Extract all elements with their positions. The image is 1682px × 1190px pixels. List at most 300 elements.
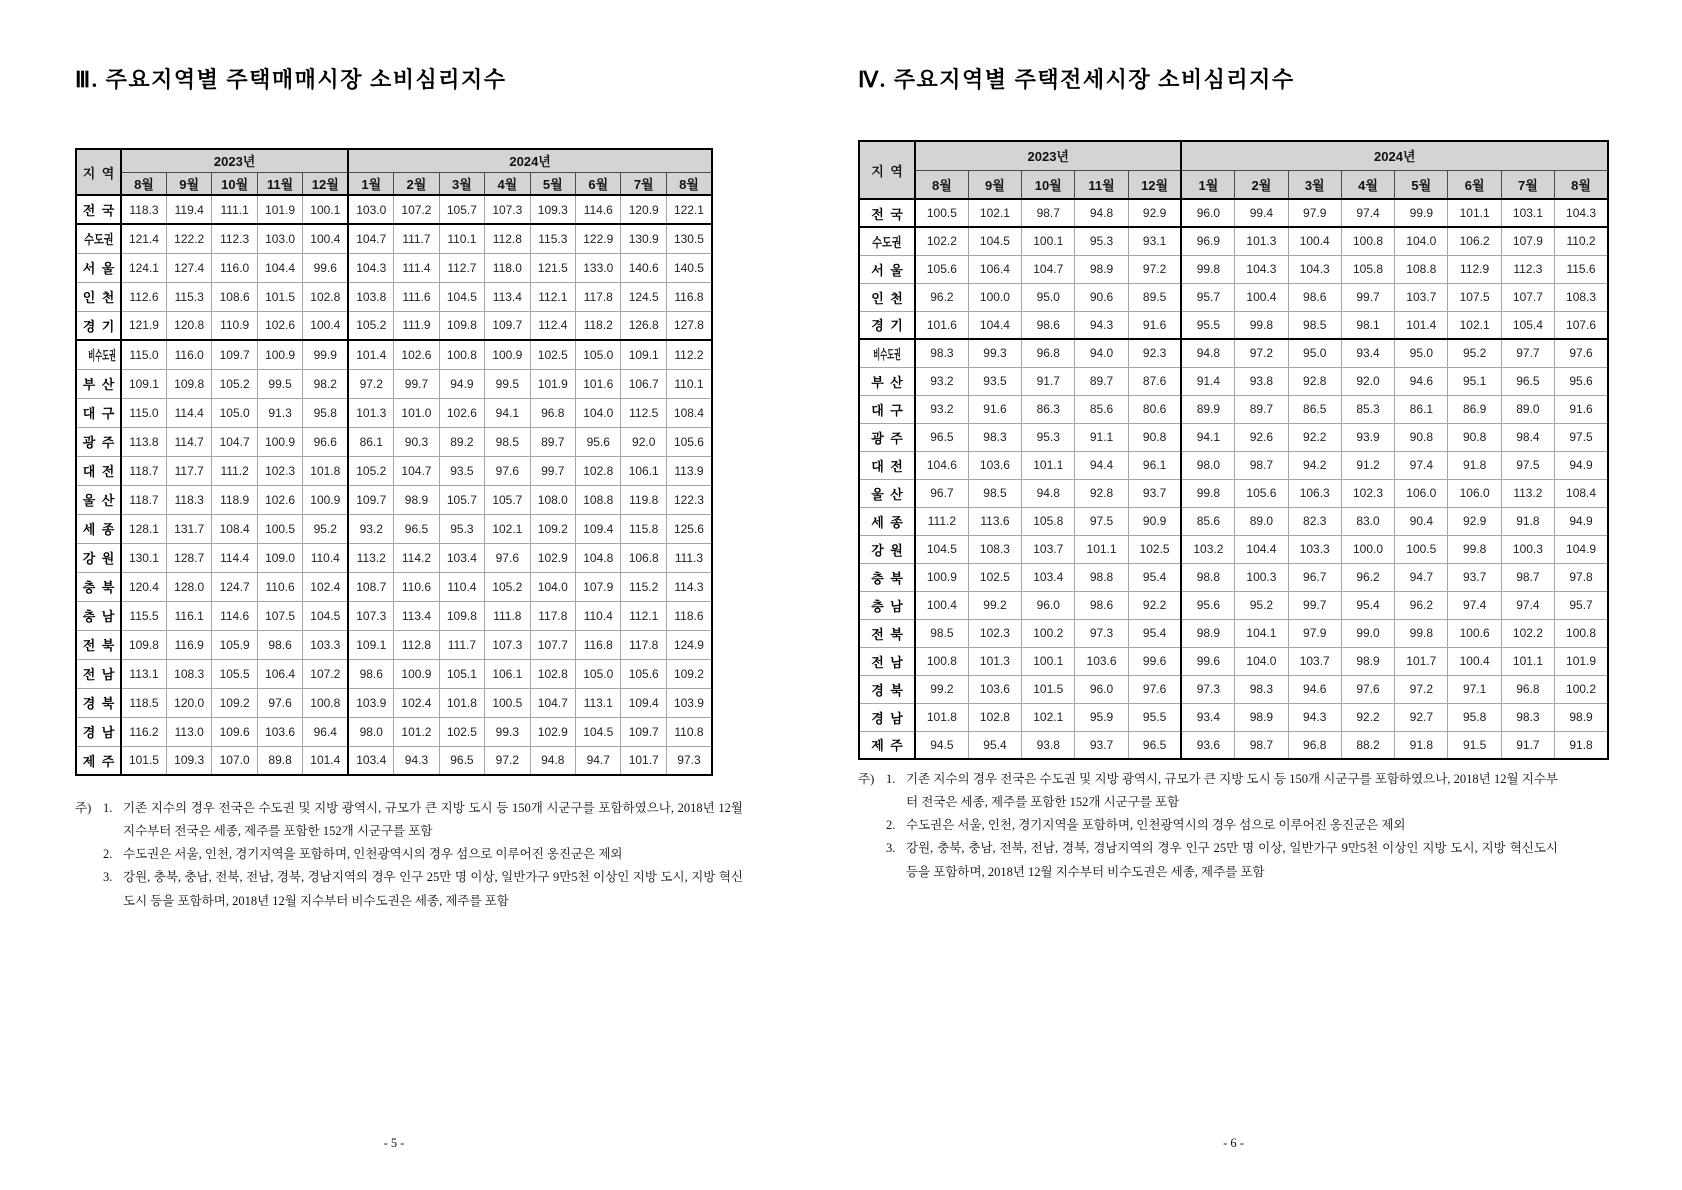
value-cell: 95.3 <box>439 514 484 543</box>
year-group-header: 2024년 <box>348 149 712 172</box>
value-cell: 112.5 <box>621 398 666 427</box>
value-cell: 82.3 <box>1288 507 1341 535</box>
value-cell: 106.3 <box>1288 479 1341 507</box>
value-cell: 94.4 <box>1075 451 1128 479</box>
value-cell: 100.5 <box>257 514 302 543</box>
value-cell: 93.2 <box>915 367 968 395</box>
value-cell: 91.8 <box>1501 507 1554 535</box>
value-cell: 98.6 <box>1022 311 1075 339</box>
month-header: 11월 <box>1075 170 1128 199</box>
value-cell: 104.7 <box>212 427 257 456</box>
value-cell: 96.6 <box>303 427 348 456</box>
value-cell: 112.8 <box>394 630 439 659</box>
value-cell: 104.9 <box>1555 535 1608 563</box>
value-cell: 118.3 <box>166 485 211 514</box>
value-cell: 103.4 <box>348 746 393 775</box>
value-cell: 90.8 <box>1395 423 1448 451</box>
value-cell: 103.9 <box>666 688 712 717</box>
value-cell: 107.3 <box>485 630 530 659</box>
table-row <box>76 630 712 659</box>
month-header-row <box>859 170 1608 199</box>
value-cell: 105.8 <box>1341 255 1394 283</box>
value-cell: 89.7 <box>1235 395 1288 423</box>
value-cell: 108.3 <box>166 659 211 688</box>
value-cell: 87.6 <box>1128 367 1181 395</box>
value-cell: 120.4 <box>121 572 166 601</box>
region-label: 대전 <box>82 464 121 479</box>
value-cell: 100.4 <box>303 311 348 340</box>
value-cell: 105.0 <box>212 398 257 427</box>
value-cell: 100.2 <box>1022 619 1075 647</box>
month-header: 11월 <box>257 172 302 195</box>
value-cell: 94.1 <box>1181 423 1234 451</box>
value-cell: 97.2 <box>1128 255 1181 283</box>
value-cell: 91.8 <box>1555 731 1608 759</box>
value-cell: 96.1 <box>1128 451 1181 479</box>
value-cell: 104.5 <box>576 717 621 746</box>
year-header-row <box>859 141 1608 170</box>
value-cell: 102.9 <box>530 543 575 572</box>
value-cell: 98.5 <box>968 479 1021 507</box>
value-cell: 94.3 <box>1288 703 1341 731</box>
value-cell: 98.3 <box>1235 675 1288 703</box>
value-cell: 94.8 <box>530 746 575 775</box>
value-cell: 99.8 <box>1235 311 1288 339</box>
value-cell: 109.8 <box>121 630 166 659</box>
value-cell: 95.0 <box>1395 339 1448 367</box>
value-cell: 94.8 <box>1022 479 1075 507</box>
value-cell: 95.4 <box>1341 591 1394 619</box>
value-cell: 105.0 <box>576 340 621 369</box>
month-header: 8월 <box>1555 170 1608 199</box>
value-cell: 124.9 <box>666 630 712 659</box>
region-label: 대전 <box>871 458 910 474</box>
region-cell <box>76 659 121 688</box>
value-cell: 109.4 <box>621 688 666 717</box>
value-cell: 102.1 <box>1022 703 1075 731</box>
value-cell: 117.7 <box>166 456 211 485</box>
value-cell: 112.3 <box>212 224 257 253</box>
value-cell: 118.6 <box>666 601 712 630</box>
month-header: 5월 <box>1395 170 1448 199</box>
region-cell <box>76 340 121 369</box>
value-cell: 113.4 <box>394 601 439 630</box>
value-cell: 103.4 <box>439 543 484 572</box>
value-cell: 85.6 <box>1181 507 1234 535</box>
value-cell: 108.4 <box>1555 479 1608 507</box>
footnote-item <box>75 843 743 866</box>
value-cell: 96.5 <box>394 514 439 543</box>
value-cell: 109.2 <box>530 514 575 543</box>
value-cell: 99.6 <box>303 253 348 282</box>
month-header: 9월 <box>968 170 1021 199</box>
footnote-prefix: 주) <box>75 801 92 815</box>
value-cell: 126.8 <box>621 311 666 340</box>
value-cell: 104.7 <box>394 456 439 485</box>
value-cell: 91.5 <box>1448 731 1501 759</box>
value-cell: 98.5 <box>485 427 530 456</box>
footnote-prefix: 주) <box>858 772 875 786</box>
region-cell <box>859 423 915 451</box>
value-cell: 94.3 <box>394 746 439 775</box>
table-row <box>76 543 712 572</box>
value-cell: 111.1 <box>212 195 257 224</box>
value-cell: 103.4 <box>1022 563 1075 591</box>
region-cell <box>76 485 121 514</box>
region-cell <box>76 514 121 543</box>
value-cell: 114.7 <box>166 427 211 456</box>
value-cell: 89.9 <box>1181 395 1234 423</box>
value-cell: 112.2 <box>666 340 712 369</box>
value-cell: 93.8 <box>1022 731 1075 759</box>
value-cell: 86.5 <box>1288 395 1341 423</box>
value-cell: 102.5 <box>1128 535 1181 563</box>
month-header: 2월 <box>1235 170 1288 199</box>
value-cell: 109.7 <box>348 485 393 514</box>
value-cell: 114.3 <box>666 572 712 601</box>
value-cell: 90.3 <box>394 427 439 456</box>
value-cell: 94.9 <box>1555 507 1608 535</box>
region-cell <box>76 282 121 311</box>
value-cell: 118.7 <box>121 456 166 485</box>
value-cell: 105.2 <box>348 311 393 340</box>
value-cell: 118.7 <box>121 485 166 514</box>
value-cell: 101.4 <box>1395 311 1448 339</box>
table-row <box>76 253 712 282</box>
value-cell: 94.8 <box>1181 339 1234 367</box>
value-cell: 96.5 <box>915 423 968 451</box>
table-row <box>859 507 1608 535</box>
value-cell: 106.4 <box>968 255 1021 283</box>
table-row <box>859 339 1608 367</box>
region-cell <box>76 601 121 630</box>
region-cell <box>859 311 915 339</box>
value-cell: 104.5 <box>439 282 484 311</box>
region-cell <box>76 630 121 659</box>
value-cell: 94.9 <box>439 369 484 398</box>
value-cell: 101.3 <box>348 398 393 427</box>
value-cell: 121.9 <box>121 311 166 340</box>
value-cell: 99.4 <box>1235 199 1288 227</box>
page-number-5: - 5 - <box>383 1136 405 1150</box>
value-cell: 83.0 <box>1341 507 1394 535</box>
value-cell: 98.4 <box>1501 423 1554 451</box>
value-cell: 100.3 <box>1235 563 1288 591</box>
value-cell: 109.1 <box>621 340 666 369</box>
value-cell: 107.2 <box>394 195 439 224</box>
value-cell: 112.7 <box>439 253 484 282</box>
value-cell: 107.9 <box>576 572 621 601</box>
value-cell: 102.9 <box>530 717 575 746</box>
value-cell: 80.6 <box>1128 395 1181 423</box>
value-cell: 107.7 <box>1501 283 1554 311</box>
region-cell <box>859 675 915 703</box>
value-cell: 101.4 <box>348 340 393 369</box>
value-cell: 96.5 <box>1128 731 1181 759</box>
value-cell: 106.1 <box>485 659 530 688</box>
value-cell: 99.7 <box>1341 283 1394 311</box>
page-title-sale: Ⅲ. 주요지역별 주택매매시장 소비심리지수 <box>75 67 507 92</box>
value-cell: 98.7 <box>1235 731 1288 759</box>
value-cell: 102.2 <box>915 227 968 255</box>
region-cell <box>76 456 121 485</box>
value-cell: 102.2 <box>1501 619 1554 647</box>
value-cell: 100.5 <box>915 199 968 227</box>
value-cell: 105.0 <box>576 659 621 688</box>
region-label: 전남 <box>82 667 121 682</box>
value-cell: 109.7 <box>485 311 530 340</box>
value-cell: 103.0 <box>257 224 302 253</box>
value-cell: 102.6 <box>257 311 302 340</box>
value-cell: 114.2 <box>394 543 439 572</box>
value-cell: 102.3 <box>257 456 302 485</box>
footnote-text: 기존 지수의 경우 전국은 수도권 및 지방 광역시, 규모가 큰 지방 도시 등 150개 시군구를 포함하였으나, 2018년 12월 지수부터 전국은 세종, 제주를 포함한 152개 시군구를 포함 <box>123 801 743 839</box>
value-cell: 104.0 <box>530 572 575 601</box>
value-cell: 110.6 <box>394 572 439 601</box>
value-cell: 91.6 <box>1128 311 1181 339</box>
region-label: 충남 <box>871 598 910 614</box>
value-cell: 88.2 <box>1341 731 1394 759</box>
value-cell: 97.5 <box>1075 507 1128 535</box>
value-cell: 95.4 <box>1128 563 1181 591</box>
region-label: 세종 <box>82 522 121 537</box>
value-cell: 98.9 <box>1555 703 1608 731</box>
value-cell: 96.9 <box>1181 227 1234 255</box>
value-cell: 100.9 <box>303 485 348 514</box>
table-row <box>76 311 712 340</box>
year-header-row <box>76 149 712 172</box>
footnote-item <box>858 837 1558 883</box>
region-cell <box>859 367 915 395</box>
value-cell: 100.8 <box>303 688 348 717</box>
value-cell: 109.8 <box>439 311 484 340</box>
value-cell: 101.1 <box>1501 647 1554 675</box>
footnote-text: 강원, 충북, 충남, 전북, 전남, 경북, 경남지역의 경우 인구 25만 명 이상, 일반가구 9만5천 이상인 지방 도시, 지방 혁신도시 등을 포함하며, 2018년 12월 지수부터 비수도권은 세종, 제주를 포함 <box>123 870 743 908</box>
value-cell: 101.3 <box>968 647 1021 675</box>
value-cell: 112.3 <box>1501 255 1554 283</box>
value-cell: 99.7 <box>394 369 439 398</box>
region-cell <box>76 746 121 775</box>
value-cell: 110.2 <box>1555 227 1608 255</box>
value-cell: 86.9 <box>1448 395 1501 423</box>
value-cell: 108.7 <box>348 572 393 601</box>
value-cell: 96.2 <box>1341 563 1394 591</box>
value-cell: 97.6 <box>1128 675 1181 703</box>
table-row <box>76 485 712 514</box>
table-row <box>76 427 712 456</box>
year-group-header: 2023년 <box>915 141 1181 170</box>
month-header: 8월 <box>121 172 166 195</box>
value-cell: 99.8 <box>1181 255 1234 283</box>
value-cell: 101.6 <box>915 311 968 339</box>
value-cell: 98.8 <box>1075 563 1128 591</box>
table-row <box>859 395 1608 423</box>
value-cell: 101.8 <box>303 456 348 485</box>
region-cell <box>76 195 121 224</box>
value-cell: 91.7 <box>1501 731 1554 759</box>
table-row <box>859 311 1608 339</box>
value-cell: 128.1 <box>121 514 166 543</box>
value-cell: 99.7 <box>530 456 575 485</box>
value-cell: 90.9 <box>1128 507 1181 535</box>
region-label: 세종 <box>871 514 910 530</box>
table-row <box>859 255 1608 283</box>
value-cell: 96.4 <box>303 717 348 746</box>
footnote-text: 기존 지수의 경우 전국은 수도권 및 지방 광역시, 규모가 큰 지방 도시 등 150개 시군구를 포함하였으나, 2018년 12월 지수부터 전국은 세종, 제주를 포함한 152개 시군구를 포함 <box>906 772 1558 810</box>
value-cell: 94.1 <box>485 398 530 427</box>
value-cell: 97.6 <box>1555 339 1608 367</box>
region-cell <box>76 311 121 340</box>
value-cell: 109.8 <box>439 601 484 630</box>
value-cell: 120.8 <box>166 311 211 340</box>
value-cell: 107.3 <box>485 195 530 224</box>
value-cell: 121.5 <box>530 253 575 282</box>
region-label: 수도권 <box>872 234 902 250</box>
value-cell: 97.9 <box>1288 619 1341 647</box>
value-cell: 97.6 <box>257 688 302 717</box>
value-cell: 102.6 <box>257 485 302 514</box>
value-cell: 114.4 <box>166 398 211 427</box>
value-cell: 107.9 <box>1501 227 1554 255</box>
region-label: 울산 <box>871 486 910 502</box>
value-cell: 92.9 <box>1448 507 1501 535</box>
value-cell: 101.5 <box>121 746 166 775</box>
value-cell: 124.5 <box>621 282 666 311</box>
value-cell: 101.4 <box>303 746 348 775</box>
table-body <box>859 199 1608 759</box>
value-cell: 103.2 <box>1181 535 1234 563</box>
value-cell: 97.1 <box>1448 675 1501 703</box>
value-cell: 95.5 <box>1128 703 1181 731</box>
value-cell: 112.1 <box>530 282 575 311</box>
region-label: 전국 <box>871 206 910 222</box>
region-cell <box>76 224 121 253</box>
value-cell: 103.3 <box>303 630 348 659</box>
value-cell: 112.6 <box>121 282 166 311</box>
region-label: 부산 <box>871 374 910 390</box>
value-cell: 122.1 <box>666 195 712 224</box>
value-cell: 100.6 <box>1448 619 1501 647</box>
region-label: 부산 <box>82 377 121 392</box>
value-cell: 95.6 <box>576 427 621 456</box>
table-row <box>859 563 1608 591</box>
value-cell: 110.4 <box>576 601 621 630</box>
value-cell: 107.0 <box>212 746 257 775</box>
value-cell: 98.1 <box>1341 311 1394 339</box>
value-cell: 91.2 <box>1341 451 1394 479</box>
table-row <box>76 659 712 688</box>
value-cell: 109.2 <box>212 688 257 717</box>
value-cell: 91.4 <box>1181 367 1234 395</box>
value-cell: 116.1 <box>166 601 211 630</box>
value-cell: 105.7 <box>439 485 484 514</box>
table-row <box>76 572 712 601</box>
value-cell: 104.0 <box>576 398 621 427</box>
value-cell: 114.6 <box>212 601 257 630</box>
value-cell: 94.0 <box>1075 339 1128 367</box>
value-cell: 94.3 <box>1075 311 1128 339</box>
value-cell: 97.2 <box>1235 339 1288 367</box>
region-label: 광주 <box>82 435 121 450</box>
value-cell: 99.7 <box>1288 591 1341 619</box>
value-cell: 107.2 <box>303 659 348 688</box>
value-cell: 109.3 <box>166 746 211 775</box>
value-cell: 131.7 <box>166 514 211 543</box>
value-cell: 98.9 <box>1075 255 1128 283</box>
value-cell: 104.3 <box>348 253 393 282</box>
value-cell: 106.0 <box>1448 479 1501 507</box>
region-label: 전국 <box>82 203 121 218</box>
value-cell: 105.2 <box>348 456 393 485</box>
value-cell: 86.3 <box>1022 395 1075 423</box>
footnote-number: 1. <box>103 801 113 815</box>
value-cell: 99.8 <box>1181 479 1234 507</box>
value-cell: 97.3 <box>1181 675 1234 703</box>
value-cell: 97.4 <box>1501 591 1554 619</box>
region-label: 서울 <box>82 261 121 276</box>
value-cell: 115.2 <box>621 572 666 601</box>
table-row <box>859 199 1608 227</box>
value-cell: 101.9 <box>530 369 575 398</box>
value-cell: 114.6 <box>576 195 621 224</box>
value-cell: 96.8 <box>1022 339 1075 367</box>
region-cell <box>859 535 915 563</box>
value-cell: 93.2 <box>348 514 393 543</box>
value-cell: 102.8 <box>576 456 621 485</box>
value-cell: 114.4 <box>212 543 257 572</box>
footnote-text: 수도권은 서울, 인천, 경기지역을 포함하며, 인천광역시의 경우 섬으로 이루어진 옹진군은 제외 <box>906 818 1406 833</box>
table-row <box>76 224 712 253</box>
value-cell: 110.6 <box>257 572 302 601</box>
month-header: 8월 <box>666 172 712 195</box>
value-cell: 110.1 <box>439 224 484 253</box>
value-cell: 96.0 <box>1181 199 1234 227</box>
value-cell: 108.0 <box>530 485 575 514</box>
value-cell: 98.7 <box>1235 451 1288 479</box>
value-cell: 94.5 <box>915 731 968 759</box>
value-cell: 92.2 <box>1341 703 1394 731</box>
value-cell: 99.0 <box>1341 619 1394 647</box>
value-cell: 98.6 <box>1288 283 1341 311</box>
value-cell: 140.6 <box>621 253 666 282</box>
value-cell: 99.5 <box>485 369 530 398</box>
region-column-header <box>76 149 121 195</box>
footnote-number: 1. <box>886 772 896 786</box>
value-cell: 95.9 <box>1075 703 1128 731</box>
value-cell: 100.4 <box>1448 647 1501 675</box>
region-label: 강원 <box>82 551 121 566</box>
value-cell: 111.6 <box>394 282 439 311</box>
value-cell: 115.6 <box>1555 255 1608 283</box>
region-label: 경북 <box>871 682 910 698</box>
value-cell: 133.0 <box>576 253 621 282</box>
value-cell: 104.4 <box>1235 535 1288 563</box>
table-row <box>859 703 1608 731</box>
table-body <box>76 195 712 775</box>
month-header: 4월 <box>1341 170 1394 199</box>
value-cell: 103.6 <box>968 451 1021 479</box>
value-cell: 98.7 <box>1501 563 1554 591</box>
value-cell: 109.7 <box>621 717 666 746</box>
value-cell: 118.0 <box>485 253 530 282</box>
value-cell: 93.7 <box>1075 731 1128 759</box>
value-cell: 102.1 <box>968 199 1021 227</box>
value-cell: 100.9 <box>485 340 530 369</box>
value-cell: 103.0 <box>348 195 393 224</box>
value-cell: 95.3 <box>1075 227 1128 255</box>
value-cell: 98.9 <box>1181 619 1234 647</box>
value-cell: 100.4 <box>303 224 348 253</box>
